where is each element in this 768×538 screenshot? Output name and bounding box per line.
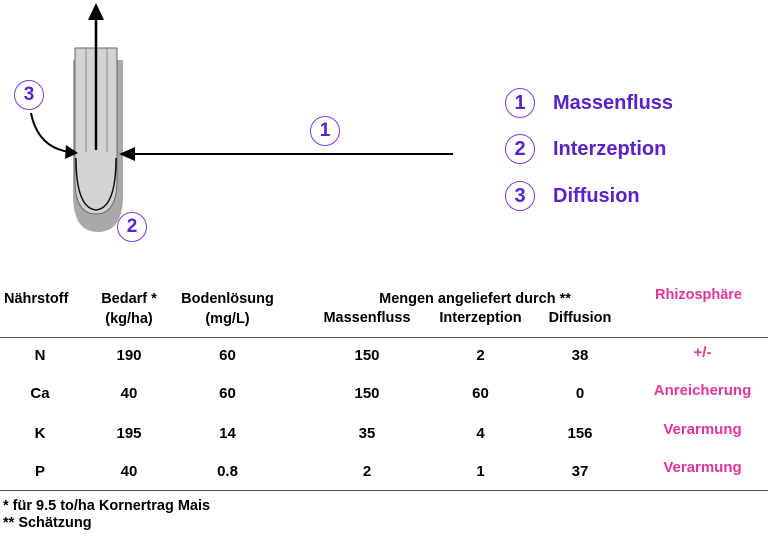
legend-item-interzeption bbox=[505, 132, 666, 166]
cell-naehrstoff: Ca bbox=[30, 385, 50, 402]
cell-interzeption: 60 bbox=[472, 385, 489, 402]
table-bottom-divider bbox=[0, 490, 768, 491]
cell-diffusion: 38 bbox=[571, 347, 589, 364]
header-interzeption: Interzeption bbox=[439, 310, 522, 326]
cell-massenfluss: 150 bbox=[354, 347, 380, 364]
cell-massenfluss: 35 bbox=[358, 425, 376, 442]
cell-bedarf: 190 bbox=[116, 347, 142, 364]
cell-interzeption: 4 bbox=[476, 425, 485, 442]
cell-bedarf: 195 bbox=[116, 425, 142, 442]
cell-bodenloesung: 14 bbox=[219, 425, 236, 442]
legend-label: Diffusion bbox=[553, 184, 640, 207]
footnote-1: * für 9.5 to/ha Kornertrag Mais bbox=[3, 498, 211, 514]
cell-rhizosphaere: Verarmung bbox=[663, 421, 742, 438]
diagram-label-1: 1 bbox=[310, 116, 340, 146]
cell-bodenloesung: 0.8 bbox=[217, 463, 238, 480]
cell-naehrstoff: N bbox=[34, 347, 46, 364]
cell-bedarf: 40 bbox=[120, 463, 138, 480]
cell-diffusion: 156 bbox=[567, 425, 593, 442]
cell-rhizosphaere: +/- bbox=[693, 344, 712, 361]
cell-naehrstoff: K bbox=[34, 425, 46, 442]
legend-number: 2 bbox=[505, 134, 535, 164]
cell-massenfluss: 2 bbox=[362, 463, 372, 480]
cell-bedarf: 40 bbox=[120, 385, 138, 402]
cell-interzeption: 1 bbox=[476, 463, 485, 480]
cell-interzeption: 2 bbox=[476, 347, 485, 364]
cell-bodenloesung: 60 bbox=[219, 385, 236, 402]
legend-number: 1 bbox=[505, 88, 535, 118]
cell-diffusion: 0 bbox=[575, 385, 585, 402]
cell-bodenloesung: 60 bbox=[219, 347, 236, 364]
diagram-label-3: 3 bbox=[14, 80, 44, 110]
header-divider bbox=[0, 337, 768, 338]
header-bodenloesung: Bodenlösung (mg/L) bbox=[181, 291, 274, 327]
header-massenfluss: Massenfluss bbox=[323, 310, 411, 326]
header-mengen: Mengen angeliefert durch ** bbox=[379, 291, 571, 307]
legend-item-diffusion bbox=[505, 179, 640, 213]
legend-number: 3 bbox=[505, 181, 535, 211]
legend-item-massenfluss bbox=[505, 86, 673, 120]
header-bedarf: Bedarf * (kg/ha) bbox=[101, 291, 157, 327]
cell-diffusion: 37 bbox=[571, 463, 589, 480]
legend-label: Massenfluss bbox=[553, 91, 674, 114]
cell-rhizosphaere: Verarmung bbox=[663, 459, 742, 476]
diffusion-arrow bbox=[31, 113, 70, 152]
cell-naehrstoff: P bbox=[34, 463, 45, 480]
header-rhizosphaere: Rhizosphäre bbox=[654, 287, 742, 303]
footnote-2: ** Schätzung bbox=[3, 515, 92, 531]
legend-label: Interzeption bbox=[553, 137, 667, 160]
header-diffusion: Diffusion bbox=[548, 310, 612, 326]
root-nutrient-diagram bbox=[0, 0, 768, 260]
diagram-label-2: 2 bbox=[117, 212, 147, 242]
header-naehrstoff: Nährstoff bbox=[4, 291, 69, 307]
cell-rhizosphaere: Anreicherung bbox=[653, 382, 752, 399]
cell-massenfluss: 150 bbox=[354, 385, 380, 402]
